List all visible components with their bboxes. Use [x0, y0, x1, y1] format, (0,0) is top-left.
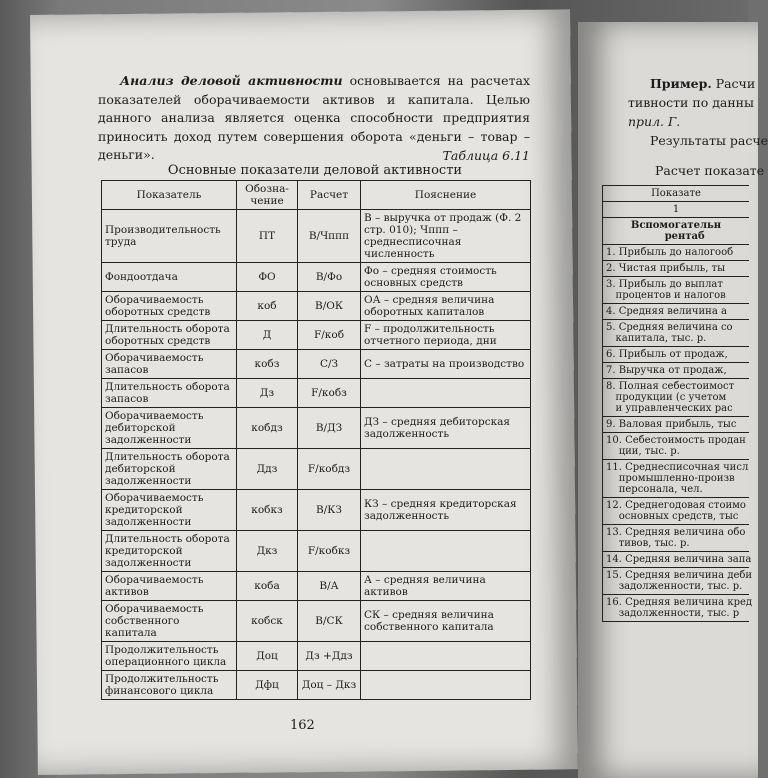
indicator-cell: Длительность оборота кредиторской задолженности: [102, 531, 237, 572]
symbol-cell: коба: [237, 572, 298, 601]
right-table-row: 16. Средняя величина кред задолженности, тыс. р: [603, 595, 749, 622]
symbol-cell: ПТ: [237, 210, 298, 263]
right-table-row: 2. Чистая прибыль, ты: [603, 261, 749, 277]
right-table-row: Показате: [603, 186, 749, 202]
indicator-cell: Продолжительность операционного цикла: [102, 642, 237, 671]
table-row: [102, 379, 531, 408]
right-table-row: 7. Выручка от продаж,: [603, 363, 749, 379]
header-symbol: Обозна- чение: [237, 181, 298, 210]
explanation-cell: [361, 379, 531, 408]
formula-cell: В/Фо: [298, 263, 361, 292]
formula-cell: В/А: [298, 572, 361, 601]
formula-cell: F/кобз: [298, 379, 361, 408]
formula-cell: В/Чппп: [298, 210, 361, 263]
table-row: [102, 449, 531, 490]
table-row: [102, 531, 531, 572]
formula-cell: F/кобкз: [298, 531, 361, 572]
symbol-cell: Ддз: [237, 449, 298, 490]
right-example-line: Пример. Расчи: [650, 76, 756, 91]
right-table-row: 8. Полная себестоимост продукции (с учетом и управленческих рас: [603, 379, 749, 417]
explanation-cell: КЗ – средняя кредиторская задолженность: [361, 490, 531, 531]
header-formula: Расчет: [298, 181, 361, 210]
table-row: [102, 671, 531, 700]
indicator-cell: Оборачиваемость запасов: [102, 350, 237, 379]
right-table-row: 4. Средняя величина а: [603, 304, 749, 320]
symbol-cell: кобск: [237, 601, 298, 642]
symbol-cell: Дфц: [237, 671, 298, 700]
table-row: [102, 572, 531, 601]
explanation-cell: ДЗ – средняя дебиторская задолженность: [361, 408, 531, 449]
header-indicator: Показатель: [102, 181, 237, 210]
symbol-cell: Д: [237, 321, 298, 350]
table-header-row: [102, 181, 531, 210]
table-title: Основные показатели деловой активности: [167, 163, 463, 178]
table-row: [102, 490, 531, 531]
intro-text: основывается на расчетах показателей оборачиваемости активов и капитала. Целью данного анализа является оценка способности предприятия приносить доход путем совершения оборота «деньги – товар – деньги».: [98, 73, 530, 162]
explanation-cell: СК – средняя величина собственного капитала: [361, 601, 531, 642]
indicator-cell: Длительность оборота дебиторской задолженности: [102, 449, 237, 490]
indicator-cell: Длительность оборота оборотных средств: [102, 321, 237, 350]
right-table-row: 6. Прибыль от продаж,: [603, 347, 749, 363]
explanation-cell: ОА – средняя величина оборотных капиталов: [361, 292, 531, 321]
explanation-cell: [361, 531, 531, 572]
indicator-cell: Оборачиваемость дебиторской задолженности: [102, 408, 237, 449]
table-row: [102, 263, 531, 292]
formula-cell: В/ДЗ: [298, 408, 361, 449]
indicator-cell: Длительность оборота запасов: [102, 379, 237, 408]
right-table-row: Вспомогательн рентаб: [603, 218, 749, 245]
right-table-row: 13. Средняя величина обо тивов, тыс. р.: [603, 525, 749, 552]
formula-cell: В/КЗ: [298, 490, 361, 531]
right-table-row: 11. Среднесписочная числ промышленно-произв персонала, чел.: [603, 460, 749, 498]
indicator-cell: Оборачиваемость кредиторской задолженности: [102, 490, 237, 531]
right-table-row: 15. Средняя величина деби задолженности, тыс. р.: [603, 568, 749, 595]
right-table-row: 14. Средняя величина запа: [603, 552, 749, 568]
page-number: 162: [290, 718, 315, 733]
explanation-cell: [361, 642, 531, 671]
indicator-cell: Продолжительность финансового цикла: [102, 671, 237, 700]
formula-cell: Доц – Дкз: [298, 671, 361, 700]
right-table-row: 9. Валовая прибыль, тыс: [603, 417, 749, 433]
table-row: [102, 350, 531, 379]
formula-cell: Дз +Ддз: [298, 642, 361, 671]
table-row: [102, 210, 531, 263]
explanation-cell: Фо – средняя стоимость основных средств: [361, 263, 531, 292]
explanation-cell: [361, 671, 531, 700]
explanation-cell: [361, 449, 531, 490]
right-table-row: 5. Средняя величина со капитала, тыс. р.: [603, 320, 749, 347]
right-table-row: 1. Прибыль до налогооб: [603, 245, 749, 261]
right-text-line-2: тивности по данны: [628, 95, 754, 110]
table-row: [102, 292, 531, 321]
right-text-line-4: Результаты расче: [650, 133, 768, 148]
symbol-cell: кобкз: [237, 490, 298, 531]
formula-cell: С/З: [298, 350, 361, 379]
explanation-cell: F – продолжительность отчетного периода, дни: [361, 321, 531, 350]
symbol-cell: кобдз: [237, 408, 298, 449]
right-table-title: Расчет показате: [655, 163, 765, 178]
indicator-cell: Оборачиваемость оборотных средств: [102, 292, 237, 321]
table-row: [102, 408, 531, 449]
table-row: [102, 321, 531, 350]
indicator-cell: Оборачиваемость активов: [102, 572, 237, 601]
explanation-cell: А – средняя величина активов: [361, 572, 531, 601]
right-table-row: 12. Среднегодовая стоимо основных средств, тыс: [603, 498, 749, 525]
symbol-cell: кобз: [237, 350, 298, 379]
header-explanation: Пояснение: [361, 181, 531, 210]
symbol-cell: ФО: [237, 263, 298, 292]
formula-cell: F/коб: [298, 321, 361, 350]
right-table-row: 3. Прибыль до выплат процентов и налогов: [603, 277, 749, 304]
indicator-cell: Производительность труда: [102, 210, 237, 263]
formula-cell: В/СК: [298, 601, 361, 642]
intro-bold-term: Анализ деловой активности: [120, 73, 343, 88]
symbol-cell: коб: [237, 292, 298, 321]
formula-cell: F/кобдз: [298, 449, 361, 490]
table-row: [102, 601, 531, 642]
right-table-row: 1: [603, 202, 749, 218]
table-row: [102, 642, 531, 671]
table-number: Таблица 6.11: [442, 148, 530, 163]
symbol-cell: Дкз: [237, 531, 298, 572]
explanation-cell: В – выручка от продаж (Ф. 2 стр. 010); Чппп – среднесписочная численность: [361, 210, 531, 263]
symbol-cell: Дз: [237, 379, 298, 408]
indicator-cell: Фондоотдача: [102, 263, 237, 292]
activity-indicators-table: [101, 180, 531, 700]
explanation-cell: С – затраты на производство: [361, 350, 531, 379]
right-table: [602, 185, 753, 622]
right-table-row: 10. Себестоимость продан ции, тыс. р.: [603, 433, 749, 460]
symbol-cell: Доц: [237, 642, 298, 671]
indicator-cell: Оборачиваемость собственного капитала: [102, 601, 237, 642]
right-text-line-3: прил. Г.: [628, 114, 681, 129]
formula-cell: В/ОК: [298, 292, 361, 321]
